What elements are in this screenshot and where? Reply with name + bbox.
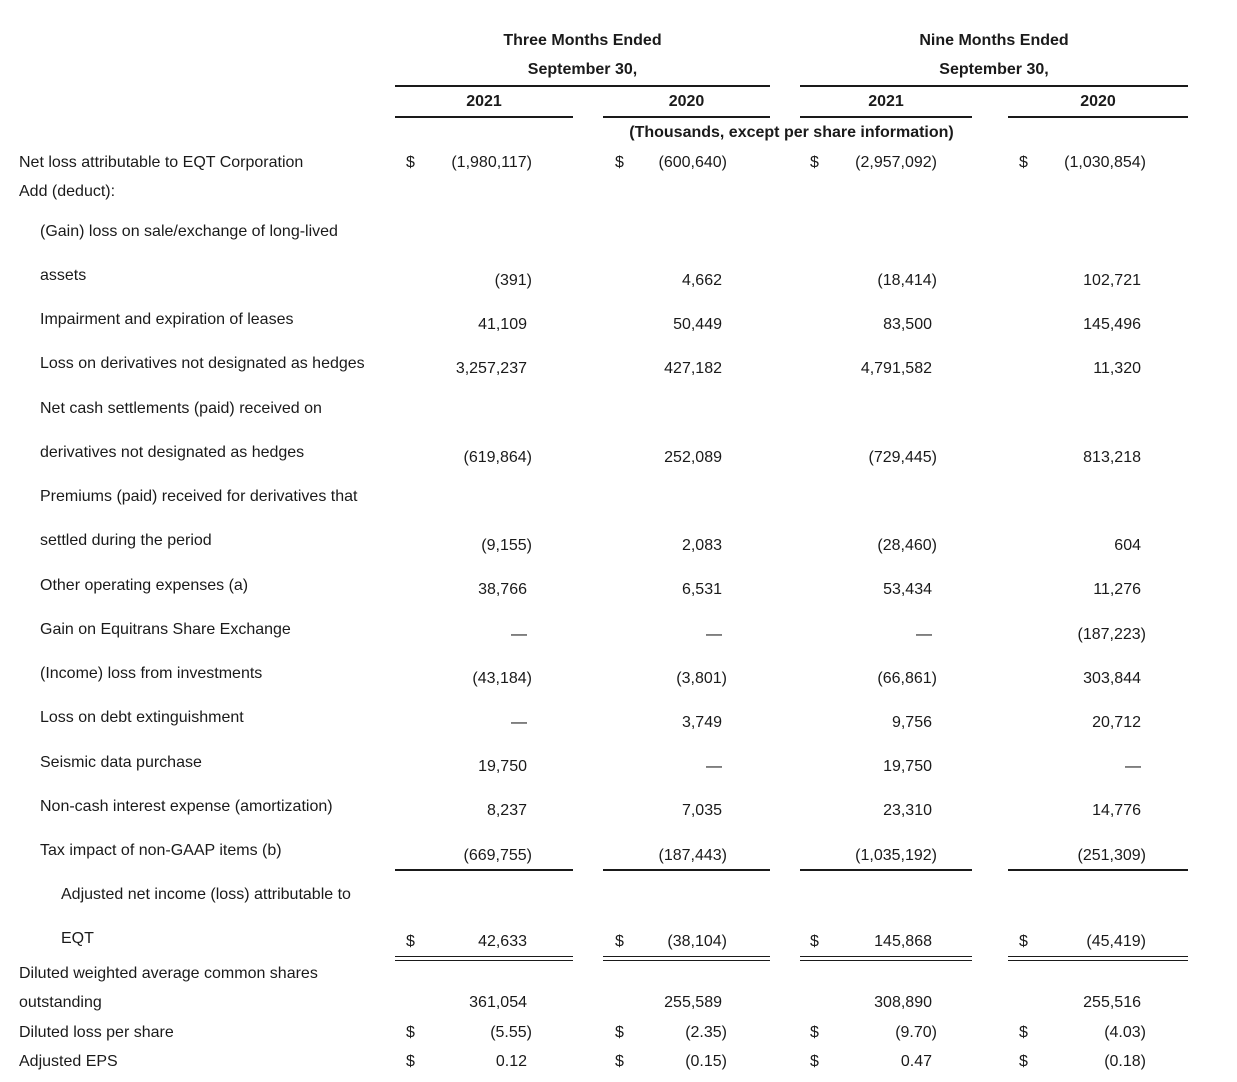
total-double-rule	[395, 956, 573, 961]
total-double-rule	[603, 956, 770, 961]
currency-sign: $	[810, 933, 819, 950]
value-cell: 20,712	[1092, 714, 1141, 731]
subtotal-rule	[395, 869, 573, 871]
header-nine-months-line2: September 30,	[939, 61, 1049, 78]
currency-sign: $	[1019, 933, 1028, 950]
header-rule	[800, 85, 1188, 87]
row-label: Diluted loss per share	[19, 1024, 174, 1041]
value-cell: (0.18)	[1104, 1053, 1146, 1070]
currency-sign: $	[406, 1024, 415, 1041]
value-cell: (1,980,117)	[451, 154, 532, 171]
currency-sign: $	[406, 933, 415, 950]
value-cell: —	[706, 758, 722, 775]
value-cell: 4,791,582	[860, 360, 932, 377]
value-cell: 3,749	[681, 714, 722, 731]
value-cell: (43,184)	[472, 670, 532, 687]
value-cell: 3,257,237	[455, 360, 527, 377]
subtotal-rule	[603, 869, 770, 871]
value-cell: —	[706, 626, 722, 643]
value-cell: —	[511, 626, 527, 643]
currency-sign: $	[810, 154, 819, 171]
value-cell: 53,434	[883, 581, 932, 598]
value-cell: (2.35)	[685, 1024, 727, 1041]
value-cell: (669,755)	[463, 847, 532, 864]
value-cell: 83,500	[883, 316, 932, 333]
row-label: Impairment and expiration of leases	[40, 311, 294, 328]
row-label: Net loss attributable to EQT Corporation	[19, 154, 304, 171]
subtotal-rule	[800, 869, 972, 871]
value-cell: (600,640)	[658, 154, 727, 171]
value-cell: (9.70)	[895, 1024, 937, 1041]
row-label: Loss on derivatives not designated as hedges	[40, 355, 365, 372]
value-cell: (9,155)	[481, 537, 532, 554]
value-cell: 813,218	[1083, 449, 1141, 466]
value-cell: —	[916, 626, 932, 643]
value-cell: 102,721	[1083, 272, 1141, 289]
value-cell: (45,419)	[1086, 933, 1146, 950]
value-cell: (28,460)	[877, 537, 937, 554]
units-note: (Thousands, except per share information)	[629, 124, 954, 141]
header-three-months-line2: September 30,	[527, 61, 638, 78]
value-cell: (5.55)	[490, 1024, 532, 1041]
value-cell: 19,750	[883, 758, 932, 775]
value-cell: 303,844	[1083, 670, 1141, 687]
value-cell: 2,083	[681, 537, 722, 554]
value-cell: 0.47	[900, 1053, 932, 1070]
row-label: (Gain) loss on sale/exchange of long-lived	[40, 223, 338, 240]
header-nine-months-line1: Nine Months Ended	[919, 32, 1069, 49]
value-cell: (66,861)	[877, 670, 937, 687]
value-cell: 41,109	[478, 316, 527, 333]
value-cell: —	[1125, 758, 1141, 775]
currency-sign: $	[810, 1053, 819, 1070]
value-cell: 38,766	[478, 581, 527, 598]
total-double-rule	[1008, 956, 1188, 961]
value-cell: 7,035	[681, 802, 722, 819]
header-rule	[395, 85, 770, 87]
value-cell: (729,445)	[868, 449, 937, 466]
currency-sign: $	[1019, 1024, 1028, 1041]
value-cell: 11,276	[1093, 581, 1141, 598]
row-label: assets	[40, 267, 87, 284]
currency-sign: $	[615, 1053, 624, 1070]
value-cell: 50,449	[673, 316, 722, 333]
value-cell: (1,035,192)	[855, 847, 937, 864]
row-label: Add (deduct):	[19, 183, 116, 200]
value-cell: (4.03)	[1104, 1024, 1146, 1041]
row-label: Adjusted EPS	[19, 1053, 118, 1070]
column-rule	[603, 116, 770, 118]
value-cell: (187,443)	[658, 847, 727, 864]
total-double-rule	[800, 956, 972, 961]
currency-sign: $	[615, 154, 624, 171]
value-cell: 6,531	[681, 581, 722, 598]
value-cell: 255,589	[664, 994, 722, 1011]
column-rule	[395, 116, 573, 118]
currency-sign: $	[1019, 1053, 1028, 1070]
currency-sign: $	[406, 154, 415, 171]
value-cell: (391)	[494, 272, 532, 289]
row-label: derivatives not designated as hedges	[40, 444, 305, 461]
currency-sign: $	[1019, 154, 1028, 171]
value-cell: (18,414)	[877, 272, 937, 289]
subtotal-rule	[1008, 869, 1188, 871]
currency-sign: $	[615, 1024, 624, 1041]
column-rule	[800, 116, 972, 118]
row-label: EQT	[61, 930, 94, 947]
year-header: 2021	[868, 93, 904, 110]
currency-sign: $	[406, 1053, 415, 1070]
value-cell: (619,864)	[463, 449, 532, 466]
value-cell: (187,223)	[1077, 626, 1146, 643]
value-cell: 427,182	[664, 360, 722, 377]
value-cell: 9,756	[891, 714, 932, 731]
value-cell: 145,868	[874, 933, 932, 950]
row-label: Seismic data purchase	[40, 754, 202, 771]
value-cell: 4,662	[681, 272, 722, 289]
value-cell: (1,030,854)	[1064, 154, 1146, 171]
value-cell: 361,054	[469, 994, 527, 1011]
row-label: Tax impact of non-GAAP items (b)	[40, 842, 282, 859]
value-cell: 8,237	[486, 802, 527, 819]
currency-sign: $	[615, 933, 624, 950]
value-cell: (3,801)	[676, 670, 727, 687]
value-cell: 19,750	[478, 758, 527, 775]
row-label: Adjusted net income (loss) attributable to	[61, 886, 351, 903]
row-label: Other operating expenses (a)	[40, 577, 249, 594]
value-cell: 604	[1114, 537, 1141, 554]
column-rule	[1008, 116, 1188, 118]
currency-sign: $	[810, 1024, 819, 1041]
row-label: Loss on debt extinguishment	[40, 709, 244, 726]
year-header: 2020	[668, 93, 705, 110]
row-label: Net cash settlements (paid) received on	[40, 400, 322, 417]
value-cell: 0.12	[495, 1053, 527, 1070]
value-cell: 145,496	[1083, 316, 1141, 333]
value-cell: 308,890	[874, 994, 932, 1011]
value-cell: (0.15)	[685, 1053, 727, 1070]
row-label: Premiums (paid) received for derivatives that	[40, 488, 358, 505]
value-cell: 42,633	[478, 933, 527, 950]
value-cell: 255,516	[1083, 994, 1141, 1011]
value-cell: (38,104)	[667, 933, 727, 950]
value-cell: —	[511, 714, 527, 731]
row-label: settled during the period	[40, 532, 212, 549]
row-label: Non-cash interest expense (amortization)	[40, 798, 333, 815]
value-cell: 14,776	[1092, 802, 1141, 819]
year-header: 2020	[1080, 93, 1116, 110]
year-header: 2021	[466, 93, 502, 110]
value-cell: (2,957,092)	[855, 154, 937, 171]
value-cell: (251,309)	[1077, 847, 1146, 864]
value-cell: 11,320	[1093, 360, 1141, 377]
row-label: Gain on Equitrans Share Exchange	[40, 621, 291, 638]
row-label: (Income) loss from investments	[40, 665, 263, 682]
value-cell: 252,089	[664, 449, 722, 466]
header-three-months-line1: Three Months Ended	[503, 32, 662, 49]
row-label: Diluted weighted average common shares	[19, 965, 318, 982]
row-label: outstanding	[19, 994, 102, 1011]
value-cell: 23,310	[883, 802, 932, 819]
